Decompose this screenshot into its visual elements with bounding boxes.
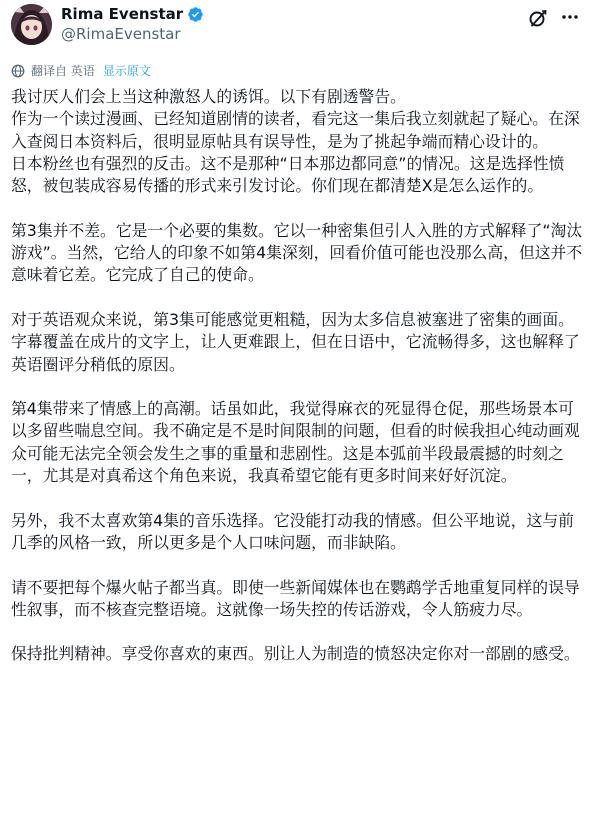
avatar-image [11, 4, 52, 45]
name-row [61, 5, 204, 23]
post-paragraph: 我讨厌人们会上当这种激怒人的诱饵。以下有剧透警告。 [11, 87, 406, 106]
post-body [11, 86, 583, 666]
avatar[interactable] [11, 4, 52, 45]
verified-badge-icon [187, 6, 204, 23]
display-name[interactable]: Rima Evenstar [61, 5, 184, 23]
post-paragraph: 作为一个读过漫画、已经知道剧情的读者，看完这一集后我立刻就起了疑心。在深入查阅日本资料后，很明显原帖具有误导性，是为了挑起争端而精心设计的。 [11, 109, 580, 151]
post-paragraph: 日本粉丝也有强烈的反击。这不是那种“日本那边都同意”的情况。这是选择性愤怒，被包装成容易传播的形式来引发讨论。你们现在都清楚X是怎么运作的。 [11, 153, 565, 196]
post-paragraph: 请不要把每个爆火帖子都当真。即使一些新闻媒体也在鹦鹉学舌地重复同样的误导性叙事，而不核查完整语境。这就像一场失控的传话游戏，令人筋疲力尽。 [11, 577, 580, 619]
translation-label: 翻译自 英语 [31, 64, 95, 78]
post-paragraph: 第3集并不差。它是一个必要的集数。它以一种密集但引人入胜的方式解释了“淘汰游戏”。当然，它给人的印象不如第4集深刻，回看价值可能也没那么高，但这并不意味着它差。它完成了自己的使命。 [11, 220, 583, 285]
post-header [0, 0, 589, 58]
show-original-link[interactable]: 显示原文 [102, 64, 151, 78]
post-paragraph: 第4集带来了情感上的高潮。话虽如此，我觉得麻衣的死显得仓促，那些场景本可以多留些喘息空间。我不确定是不是时间限制的问题，但看的时候我担心纯动画观众可能无法完全领会发生之事的重量和悲剧性。这是本弧前半段最震撼的时刻之一，尤其是对真希这个角色来说，我真希望它能有更多时间来好好沉淀。 [11, 399, 580, 486]
translate-icon [11, 64, 25, 78]
post-paragraph: 另外，我不太喜欢第4集的音乐选择。它没能打动我的情感。但公平地说，这与前几季的风格一致，所以更多是个人口味问题，而非缺陷。 [11, 510, 574, 552]
post-paragraph: 对于英语观众来说，第3集可能感觉更粗糙，因为太多信息被塞进了密集的画面。字幕覆盖在成片的文字上，让人更难跟上，但在日语中，它流畅得多，这也解释了英语圈评分稍低的原因。 [11, 309, 580, 374]
translation-bar [11, 64, 151, 78]
more-options-icon[interactable] [560, 7, 580, 27]
grok-icon[interactable] [528, 8, 548, 28]
post-paragraph: 保持批判精神。享受你喜欢的東西。别让人为制造的愤怒决定你对一部剧的感受。 [11, 644, 580, 664]
user-handle[interactable]: @RimaEvenstar [61, 25, 181, 43]
